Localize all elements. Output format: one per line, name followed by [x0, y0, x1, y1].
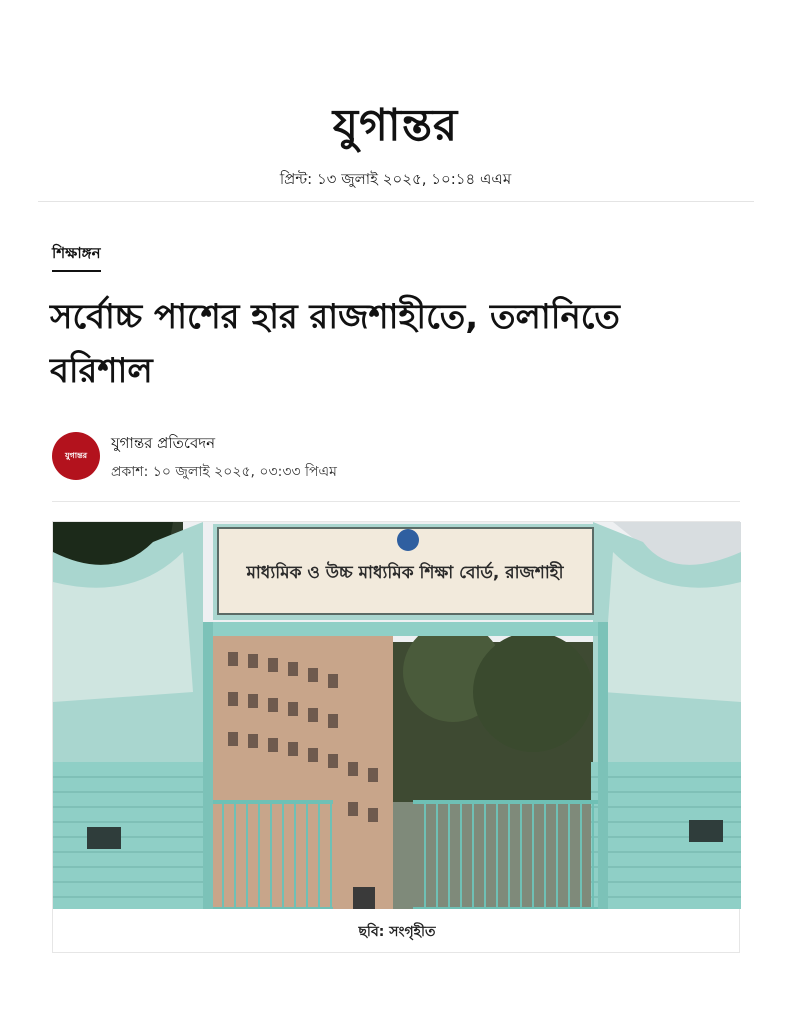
article-photo	[53, 522, 741, 909]
photo-caption: ছবি: সংগৃহীত	[358, 924, 436, 940]
byline-divider	[52, 501, 740, 502]
avatar-logo-text: যুগান্তর	[64, 450, 88, 460]
print-date: প্রিন্ট: ১৩ জুলাই ২০২৫, ১০:১৪ এএম	[279, 170, 512, 188]
author-avatar	[52, 432, 100, 480]
sign-board-text: মাধ্যমিক ও উচ্চ মাধ্যমিক শিক্ষা বোর্ড, রাজশাহী	[246, 563, 564, 583]
author-name[interactable]: যুগান্তর প্রতিবেদন	[111, 434, 216, 452]
article-headline: সর্বোচ্চ পাশের হার রাজশাহীতে, তলানিতে বরিশাল	[50, 297, 620, 391]
article-figure	[52, 521, 740, 953]
publish-date: প্রকাশ: ১০ জুলাই ২০২৫, ০৩:৩৩ পিএম	[111, 464, 337, 480]
masthead-logo[interactable]: যুগান্তর	[332, 100, 459, 151]
header-divider	[38, 201, 754, 202]
category-link[interactable]: শিক্ষাঙ্গন	[52, 242, 101, 272]
